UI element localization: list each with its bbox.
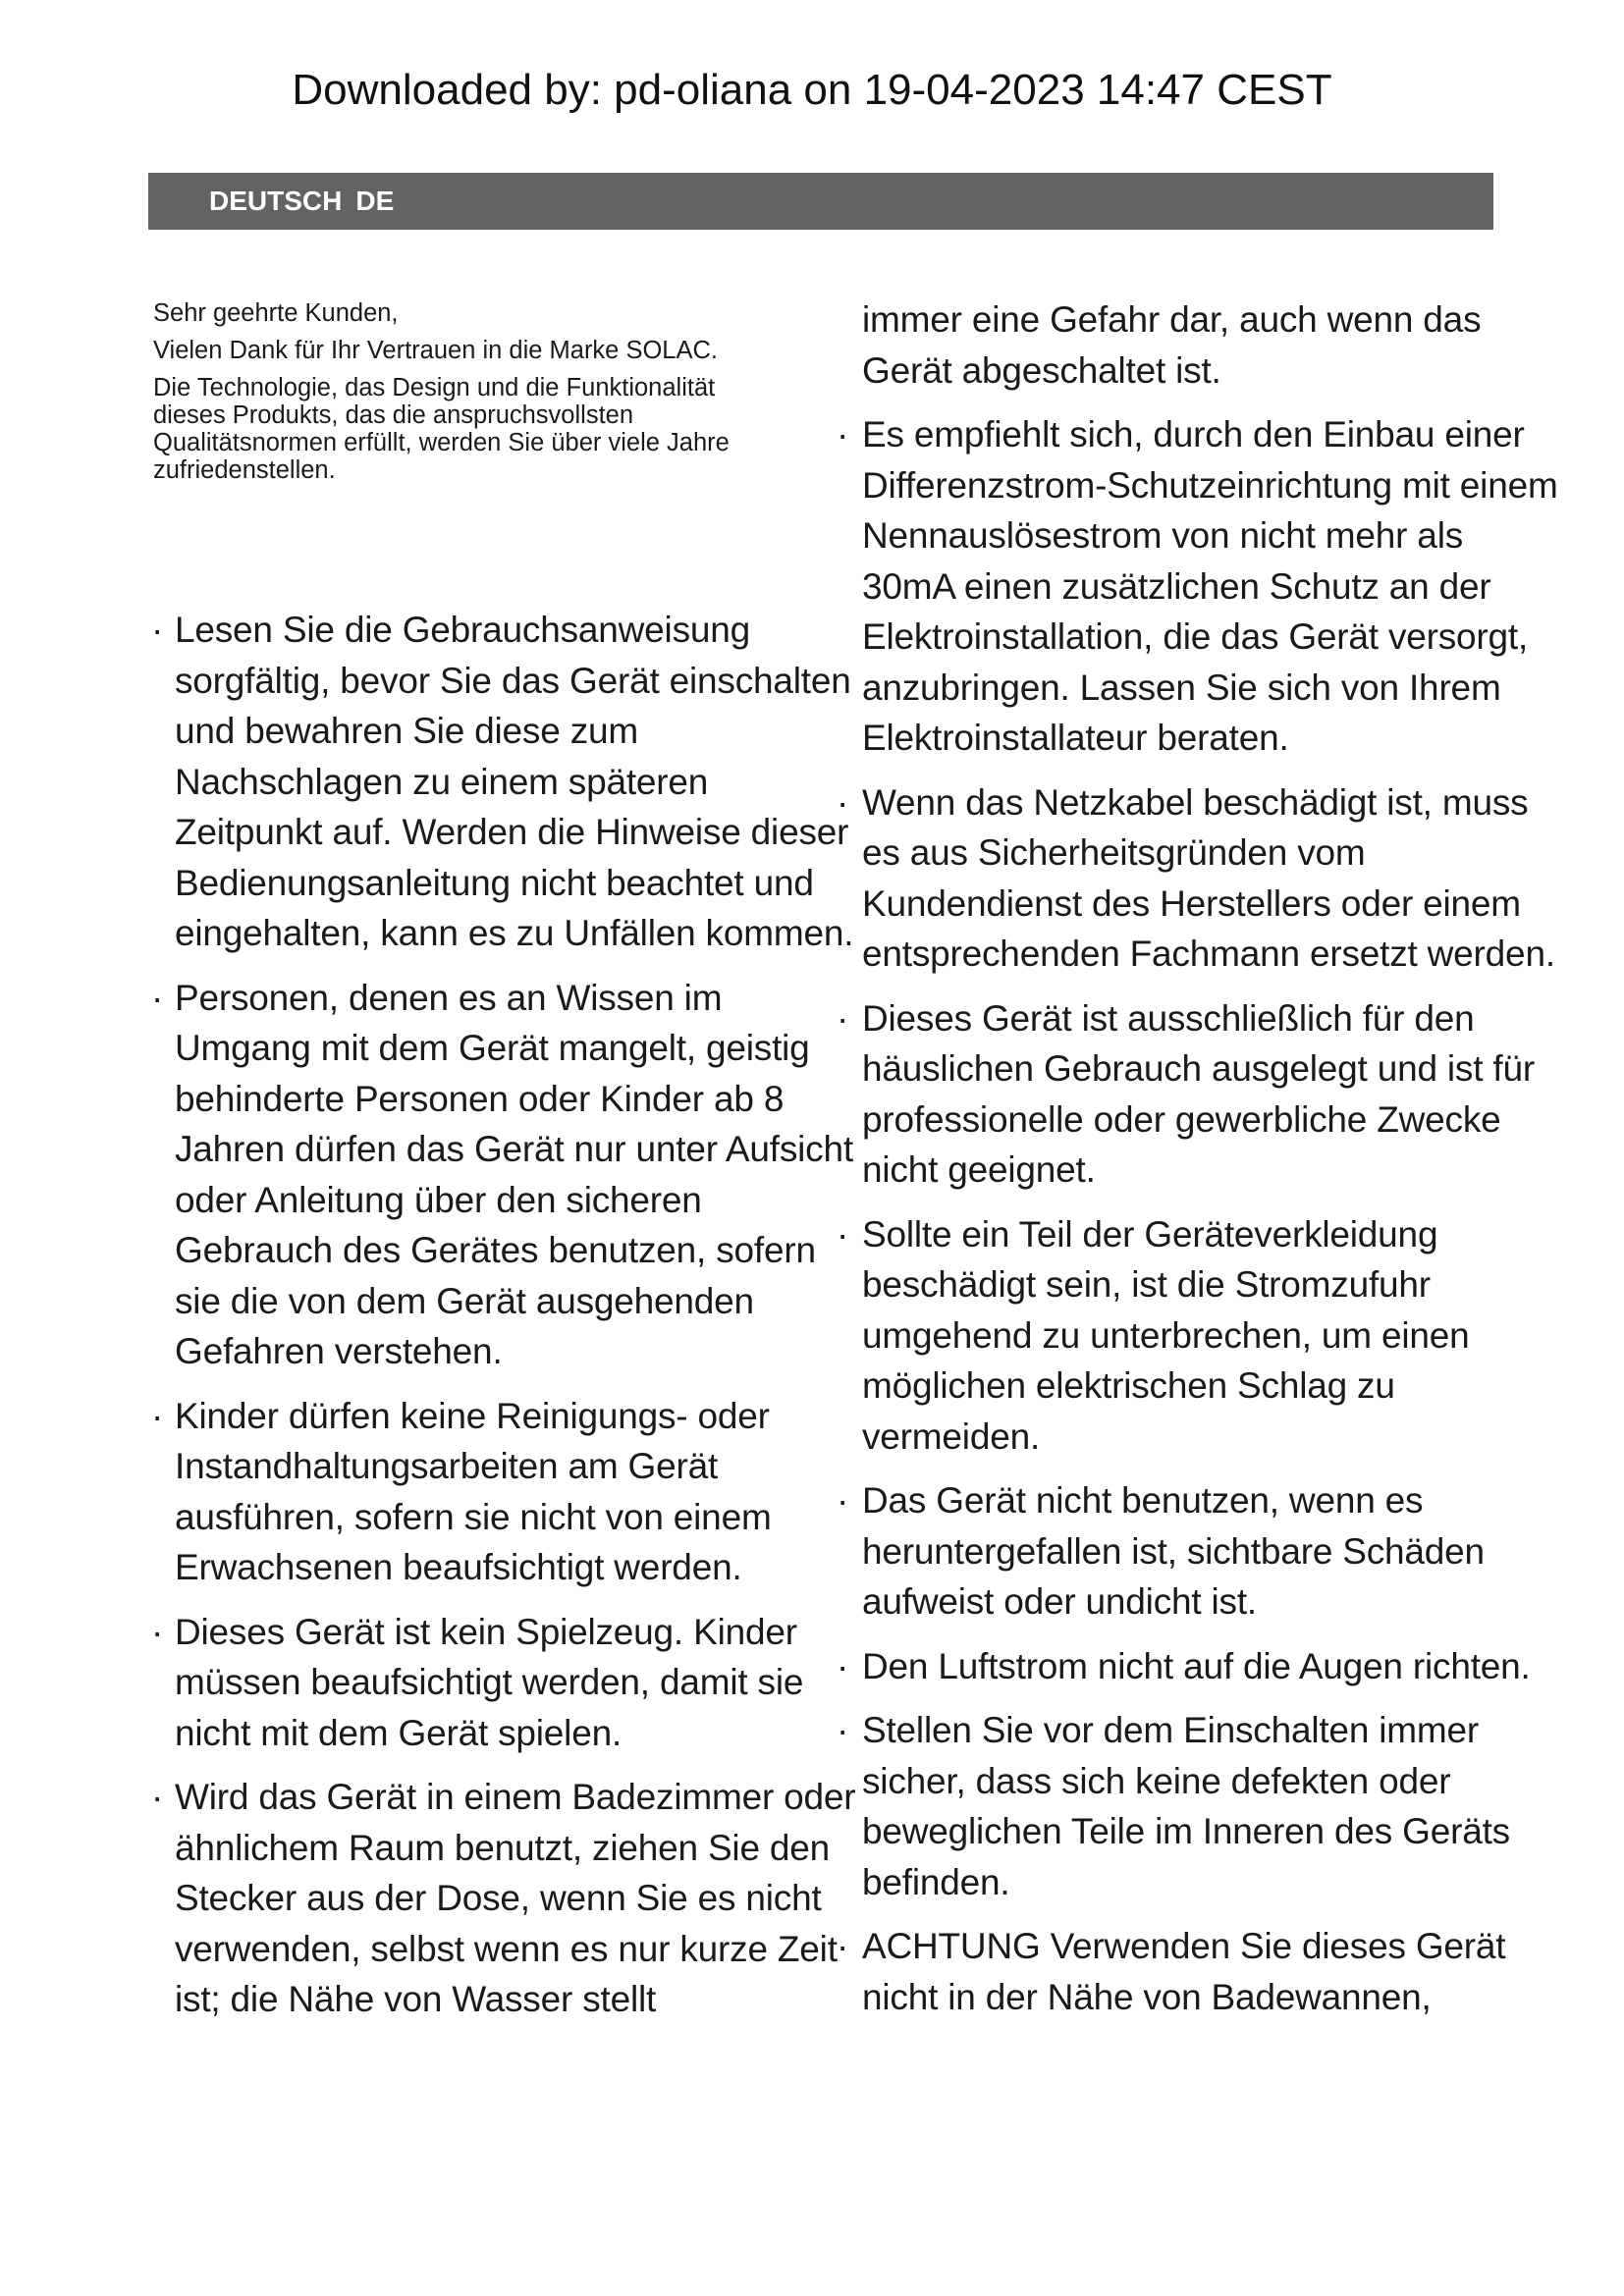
bullet: · <box>837 1480 849 1521</box>
bullet: · <box>151 977 164 1018</box>
instruction-text: Kinder dürfen keine Reinigungs- oder Instandhaltungsarbeiten am Gerät ausführen, sofern sie nicht von einem Erwachsenen beaufsichtigt werden. <box>175 1395 772 1587</box>
bullet: · <box>837 1645 849 1686</box>
download-info: Downloaded by: pd-oliana on 19-04-2023 14:47 CEST <box>292 66 1332 114</box>
bullet: · <box>151 1611 164 1652</box>
language-bar <box>148 173 1493 230</box>
instruction-text: Stellen Sie vor dem Einschalten immer sicher, dass sich keine defekten oder beweglichen Teile im Inneren des Geräts befinden. <box>862 1710 1510 1902</box>
right-column <box>837 294 1563 2036</box>
bullet: · <box>837 1710 849 1750</box>
intro-thanks: Vielen Dank für Ihr Vertrauen in die Marke SOLAC. <box>153 337 718 364</box>
language-name: DEUTSCH <box>209 186 343 216</box>
instruction-item <box>837 1921 1563 2022</box>
instruction-item <box>151 1391 858 1593</box>
instruction-item <box>837 1705 1563 1907</box>
instruction-item <box>837 1641 1563 1692</box>
instruction-item <box>837 409 1563 764</box>
bullet: · <box>837 414 849 454</box>
instruction-item <box>151 1607 858 1759</box>
continuation-text: immer eine Gefahr dar, auch wenn das Gerät abgeschaltet ist. <box>862 299 1482 391</box>
instruction-item <box>837 1475 1563 1628</box>
left-column <box>151 605 858 2039</box>
instruction-text: Das Gerät nicht benutzen, wenn es heruntergefallen ist, sichtbare Schäden aufweist oder undicht ist. <box>862 1480 1485 1622</box>
intro-technology: Die Technologie, das Design und die Funktionalität dieses Produkts, das die anspruchsvollsten Qualitätsnormen erfüllt, werden Sie über viele Jahre zufriedenstellen. <box>153 374 730 484</box>
bullet: · <box>837 781 849 823</box>
instruction-item <box>837 1209 1563 1463</box>
instruction-text: Personen, denen es an Wissen im Umgang mit dem Gerät mangelt, geistig behinderte Personen oder Kinder ab 8 Jahren dürfen das Gerät nur unter Aufsicht oder Anleitung über den sicheren Gebrauch des Gerätes benutzen, sofern sie die von dem Gerät ausgehenden Gefahren verstehen. <box>175 977 853 1371</box>
bullet: · <box>151 610 164 650</box>
intro-section <box>153 299 742 494</box>
instruction-text: Wenn das Netzkabel beschädigt ist, muss es aus Sicherheitsgründen vom Kundendienst des Herstellers oder einem entsprechenden Fachmann ersetzt werden. <box>862 781 1555 974</box>
language-code: DE <box>355 186 395 216</box>
instruction-text: Dieses Gerät ist kein Spielzeug. Kinder müssen beaufsichtigt werden, damit sie nicht mit dem Gerät spielen. <box>175 1611 804 1753</box>
instruction-text: Den Luftstrom nicht auf die Augen richten. <box>862 1645 1531 1686</box>
bullet: · <box>837 1926 849 1966</box>
instruction-item <box>151 973 858 1377</box>
bullet: · <box>837 1213 849 1255</box>
instruction-item <box>151 605 858 959</box>
instruction-text: Dieses Gerät ist ausschließlich für den häuslichen Gebrauch ausgelegt und ist für professionelle oder gewerbliche Zwecke nicht geeignet. <box>862 997 1535 1190</box>
instruction-text: Wird das Gerät in einem Badezimmer oder ähnlichem Raum benutzt, ziehen Sie den Stecker aus der Dose, wenn Sie es nicht verwenden, selbst wenn es nur kurze Zeit ist; die Nähe von Wasser stellt <box>175 1777 856 2019</box>
instruction-item <box>151 1772 858 2025</box>
instruction-item <box>837 777 1563 980</box>
bullet: · <box>837 997 849 1039</box>
instruction-text: Lesen Sie die Gebrauchsanweisung sorgfältig, bevor Sie das Gerät einschalten und bewahren Sie diese zum Nachschlagen zu einem späteren Zeitpunkt auf. Werden die Hinweise dieser Bedienungsanleitung nicht beachtet und eingehalten, kann es zu Unfällen kommen. <box>175 610 854 953</box>
bullet: · <box>151 1395 164 1436</box>
instruction-item <box>837 993 1563 1196</box>
instruction-text: Sollte ein Teil der Geräteverkleidung beschädigt sein, ist die Stromzufuhr umgehend zu unterbrechen, um einen möglichen elektrischen Schlag zu vermeiden. <box>862 1213 1470 1457</box>
instruction-text: Es empfiehlt sich, durch den Einbau einer Differenzstrom-Schutzeinrichtung mit einem Nennauslösestrom von nicht mehr als 30mA einen zusätzlichen Schutz an der Elektroinstallation, die das Gerät versorgt, anzubringen. Lassen Sie sich von Ihrem Elektroinstallateur beraten. <box>862 414 1558 758</box>
instruction-text: ACHTUNG Verwenden Sie dieses Gerät nicht in der Nähe von Badewannen, <box>862 1926 1506 2017</box>
bullet: · <box>151 1777 164 1817</box>
intro-greeting: Sehr geehrte Kunden, <box>153 299 399 327</box>
